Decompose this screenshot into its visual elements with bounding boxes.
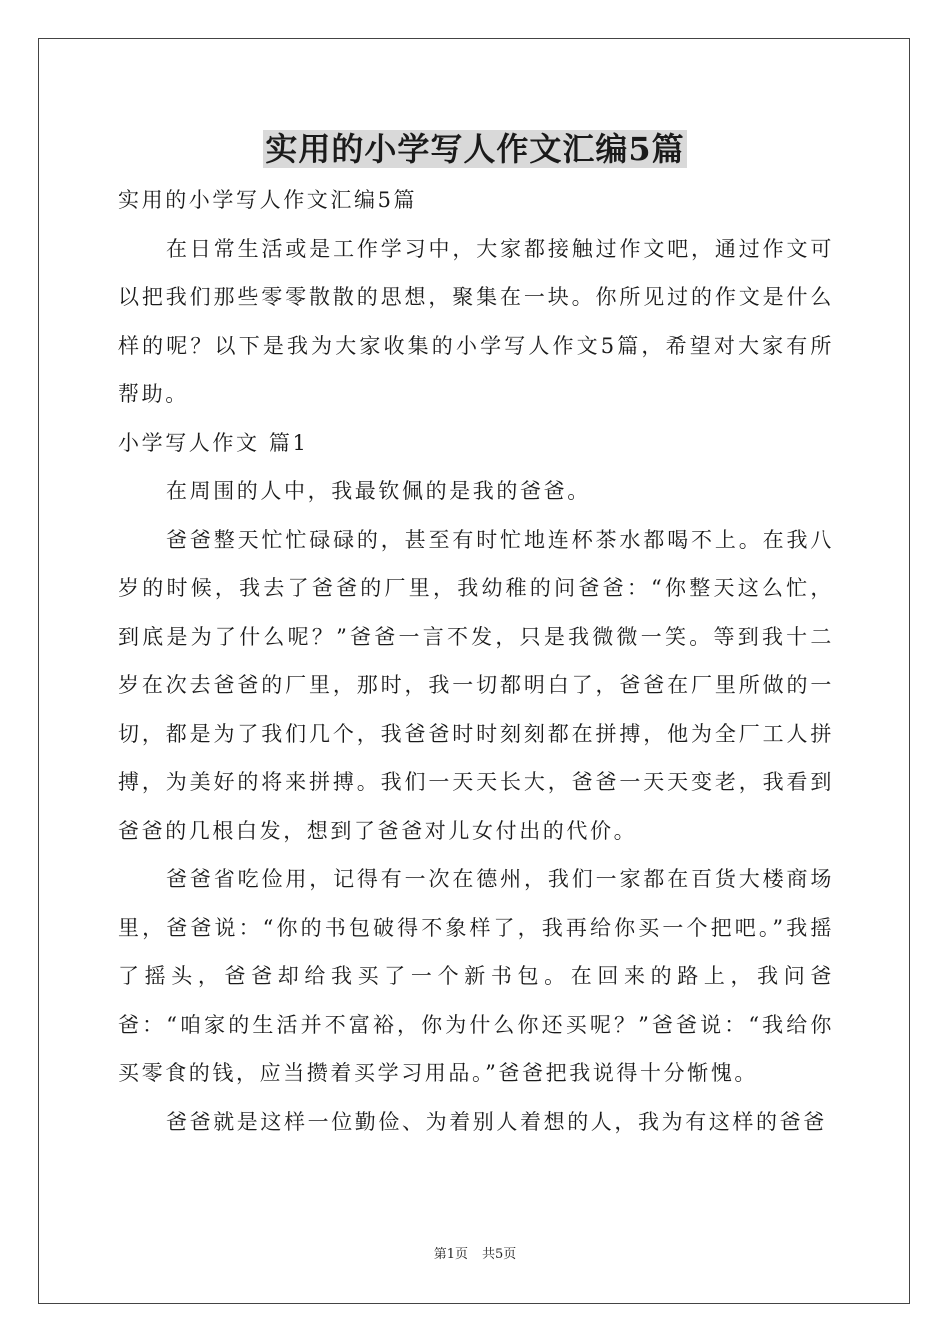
page-total: 共5页 — [482, 1247, 517, 1262]
page-footer — [0, 1246, 950, 1264]
body-paragraph: 爸爸就是这样一位勤俭、为着别人着想的人，我为有这样的爸爸 — [166, 1109, 827, 1134]
subtitle-line: 实用的小学写人作文汇编5篇 — [118, 188, 418, 212]
intro-paragraph: 在日常生活或是工作学习中，大家都接触过作文吧，通过作文可以把我们那些零零散散的思想，聚集在一块。你所见过的作文是什么样的呢？以下是我为大家收集的小学写人作文5篇，希望对大家有所帮助。 — [118, 236, 834, 406]
body-paragraph: 爸爸整天忙忙碌碌的，甚至有时忙地连杯茶水都喝不上。在我八岁的时候，我去了爸爸的厂里，我幼稚的问爸爸：“你整天这么忙，到底是为了什么呢？”爸爸一言不发，只是我微微一笑。等到我十二岁在次去爸爸的厂里，那时，我一切都明白了，爸爸在厂里所做的一切，都是为了我们几个，我爸爸时时刻刻都在拼搏，他为全厂工人拼搏，为美好的将来拼搏。我们一天天长大，爸爸一天天变老，我看到爸爸的几根白发，想到了爸爸对儿女付出的代价。 — [118, 527, 834, 843]
document-body — [118, 176, 834, 1146]
body-paragraph: 爸爸省吃俭用，记得有一次在德州，我们一家都在百货大楼商场里，爸爸说：“你的书包破得不象样了，我再给你买一个把吧。”我摇了摇头，爸爸却给我买了一个新书包。在回来的路上，我问爸爸：“咱家的生活并不富裕，你为什么你还买呢？”爸爸说：“我给你买零食的钱，应当攒着买学习用品。”爸爸把我说得十分惭愧。 — [118, 867, 834, 1085]
section-heading: 小学写人作文 篇1 — [118, 430, 309, 455]
page-number: 第1页 — [433, 1247, 468, 1262]
document-title — [0, 126, 950, 172]
document-title-text: 实用的小学写人作文汇编5篇 — [265, 130, 685, 168]
body-paragraph: 在周围的人中，我最钦佩的是我的爸爸。 — [166, 479, 591, 503]
